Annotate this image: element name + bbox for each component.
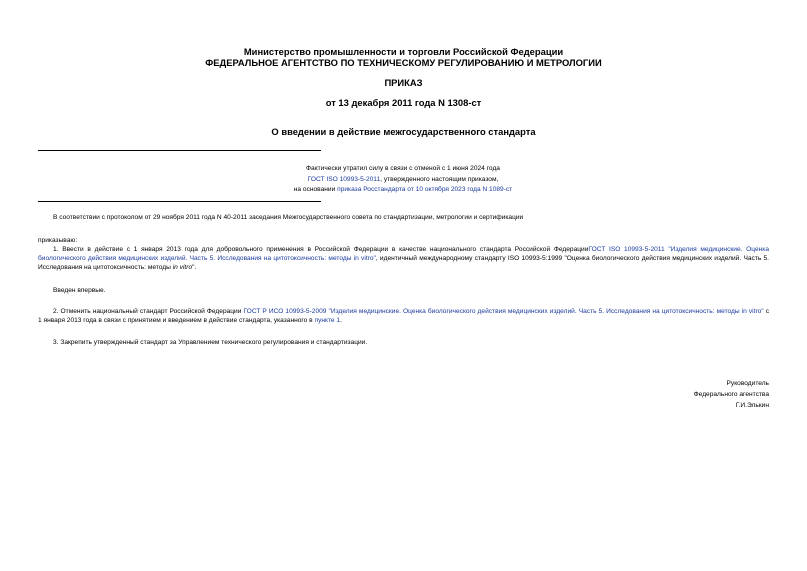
item-1-paragraph: 1. Ввести в действие с 1 января 2013 года для добровольного применения в Российской Федерации в качестве национального стандарта Российской ФедерацииГОСТ ISO 10993-5-2011 "Изделия медицинские. Оценка биологического действия медицинских изделий. Часть 5. Исследования на цитотоксичность: методы in vitro", идентичный международному стандарту ISO 10993-5:1999 "Оценка биологического действия медицинских изделий. Часть 5. Исследования на цитотоксичность: методы in vitro". (38, 246, 769, 272)
item-3-paragraph: 3. Закрепить утвержденный стандарт за Управлением технического регулирования и стандартизации. (53, 339, 368, 346)
signature-title-1: Руководитель (726, 380, 769, 387)
divider-top (38, 150, 321, 151)
ministry-name: Министерство промышленности и торговли Российской Федерации (243, 46, 564, 57)
item-2-standard-link[interactable]: ГОСТ Р ИСО 10993-5-2009 "Изделия медицинские. Оценка биологического действия медицинских изделий. Часть 5. Исследования на цитотоксичность: методы in vitro" (243, 308, 764, 315)
divider-bottom (38, 201, 321, 202)
status-note-standard-link[interactable]: ГОСТ ISO 10993-5-2011 (307, 176, 381, 183)
status-note-line3: на основании приказа Росстандарта от 10 октября 2023 года N 1089-ст (293, 186, 513, 193)
document-type: ПРИКАЗ (384, 77, 423, 88)
item-2-paragraph: 2. Отменить национальный стандарт Российской Федерации ГОСТ Р ИСО 10993-5-2009 "Изделия медицинские. Оценка биологического действия медицинских изделий. Часть 5. Исследования на цитотоксичность: методы in vitro" с 1 января 2013 года в связи с принятием и введением в действие стандарта, указанного в пункте 1. (38, 308, 769, 325)
signature-title-2: Федерального агентства (693, 391, 769, 398)
status-note-line2: ГОСТ ISO 10993-5-2011, утвержденного настоящим приказом, (307, 176, 499, 183)
agency-name: ФЕДЕРАЛЬНОЕ АГЕНТСТВО ПО ТЕХНИЧЕСКОМУ РЕГУЛИРОВАНИЮ И МЕТРОЛОГИИ (205, 57, 602, 68)
signature-name: Г.И.Элькин (735, 402, 769, 409)
document-header (0, 46, 807, 68)
status-note-line1: Фактически утратил силу в связи с отменой с 1 июня 2024 года (306, 165, 500, 172)
preamble-paragraph: В соответствии с протоколом от 29 ноября 2011 года N 40-2011 заседания Межгосударственного совета по стандартизации, метрологии и сертификации (53, 214, 524, 221)
document-date: от 13 декабря 2011 года N 1308-ст (325, 97, 482, 108)
order-word: приказываю: (38, 237, 78, 244)
first-time-note: Введен впервые. (53, 287, 106, 294)
status-note-order-link[interactable]: приказа Росстандарта от 10 октября 2023 года N 1089-ст (337, 186, 513, 193)
document-subject: О введении в действие межгосударственного стандарта (271, 126, 536, 137)
item-1-standard-link[interactable]: ГОСТ ISO 10993-5-2011 "Изделия медицинские. Оценка биологического действия медицинских изделий. Часть 5. Исследования на цитотоксичность: методы in vitro" (38, 246, 769, 263)
item-2-point-link[interactable]: пункте 1 (314, 317, 341, 325)
